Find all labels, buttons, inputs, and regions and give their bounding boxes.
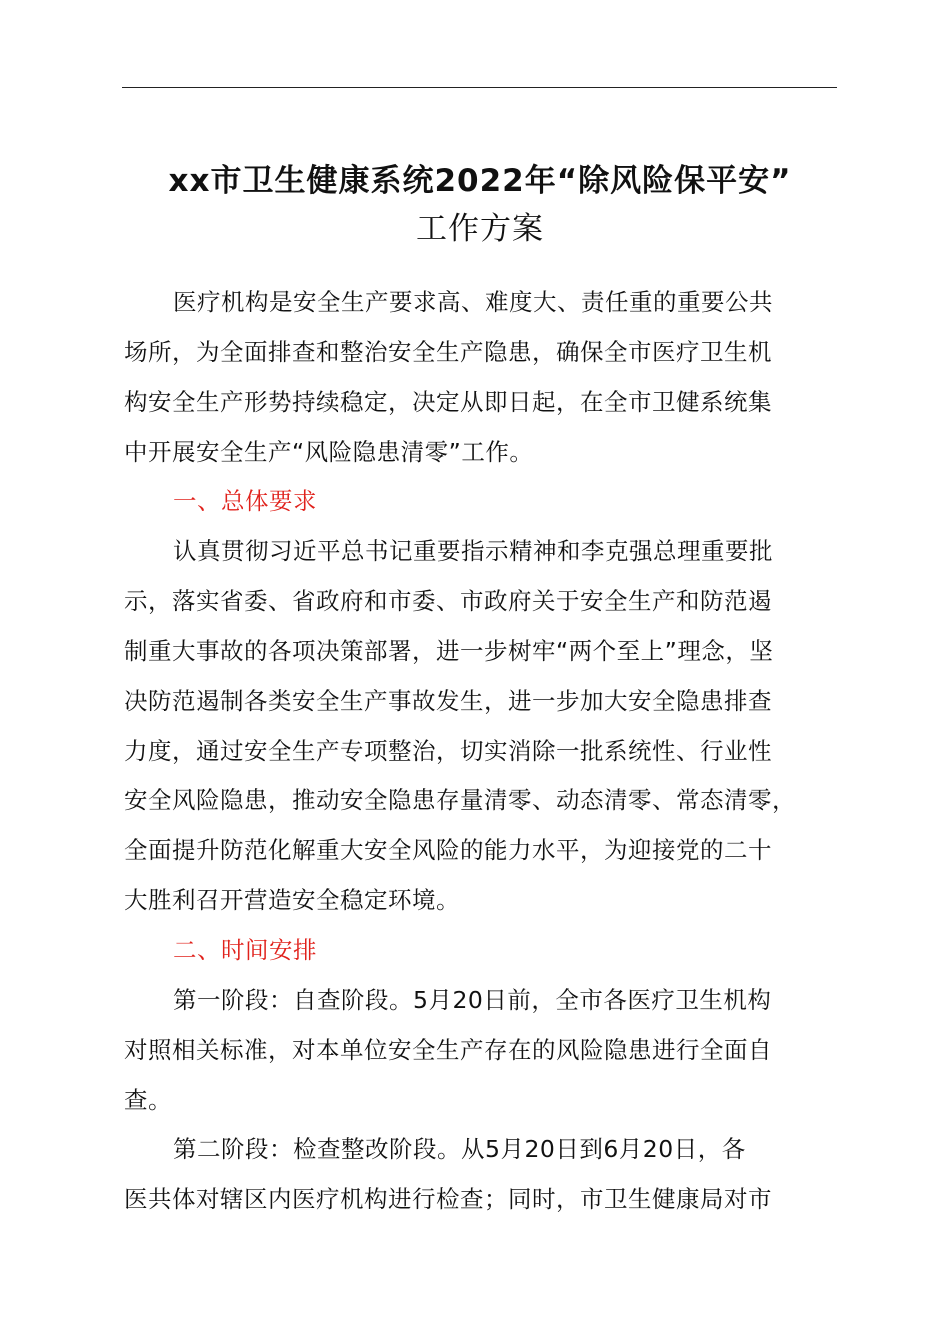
paragraph-line: 医共体对辖区内医疗机构进行检查；同时，市卫生健康局对市 [124, 1185, 772, 1214]
header-rule [122, 87, 837, 88]
section-heading-time-schedule: 二、时间安排 [173, 935, 317, 964]
document-title-line2: 工作方案 [416, 211, 544, 247]
paragraph-line: 医疗机构是安全生产要求高、难度大、责任重的重要公共 [173, 288, 773, 316]
document-title-line1: xx市卫生健康系统2022年“除风险保平安” [168, 163, 792, 199]
paragraph-line: 安全风险隐患，推动安全隐患存量清零、动态清零、常态清零， [124, 786, 796, 815]
section-heading-overall-requirements: 一、总体要求 [173, 487, 317, 516]
paragraph-line: 构安全生产形势持续稳定，决定从即日起，在全市卫健系统集 [124, 387, 772, 416]
paragraph-line: 第二阶段：检查整改阶段。从5月20日到6月20日，各 [173, 1135, 746, 1164]
document-body [124, 278, 864, 1225]
paragraph-line: 大胜利召开营造安全稳定环境。 [124, 886, 460, 915]
paragraph-line: 全面提升防范化解重大安全风险的能力水平，为迎接党的二十 [124, 836, 772, 865]
paragraph-line: 力度，通过安全生产专项整治，切实消除一批系统性、行业性 [124, 736, 772, 765]
paragraph-line: 查。 [124, 1085, 172, 1114]
paragraph-line: 第一阶段：自查阶段。5月20日前，全市各医疗卫生机构 [173, 985, 772, 1014]
paragraph-line: 对照相关标准，对本单位安全生产存在的风险隐患进行全面自 [124, 1035, 772, 1064]
paragraph-line: 示，落实省委、省政府和市委、市政府关于安全生产和防范遏 [124, 587, 772, 616]
paragraph-line: 决防范遏制各类安全生产事故发生，进一步加大安全隐患排查 [124, 686, 772, 715]
paragraph-line: 制重大事故的各项决策部署，进一步树牢“两个至上”理念，坚 [124, 636, 774, 665]
paragraph-line: 场所，为全面排查和整治安全生产隐患，确保全市医疗卫生机 [124, 337, 772, 366]
paragraph-line: 中开展安全生产“风险隐患清零”工作。 [124, 437, 534, 466]
paragraph-line: 认真贯彻习近平总书记重要指示精神和李克强总理重要批 [173, 537, 773, 566]
